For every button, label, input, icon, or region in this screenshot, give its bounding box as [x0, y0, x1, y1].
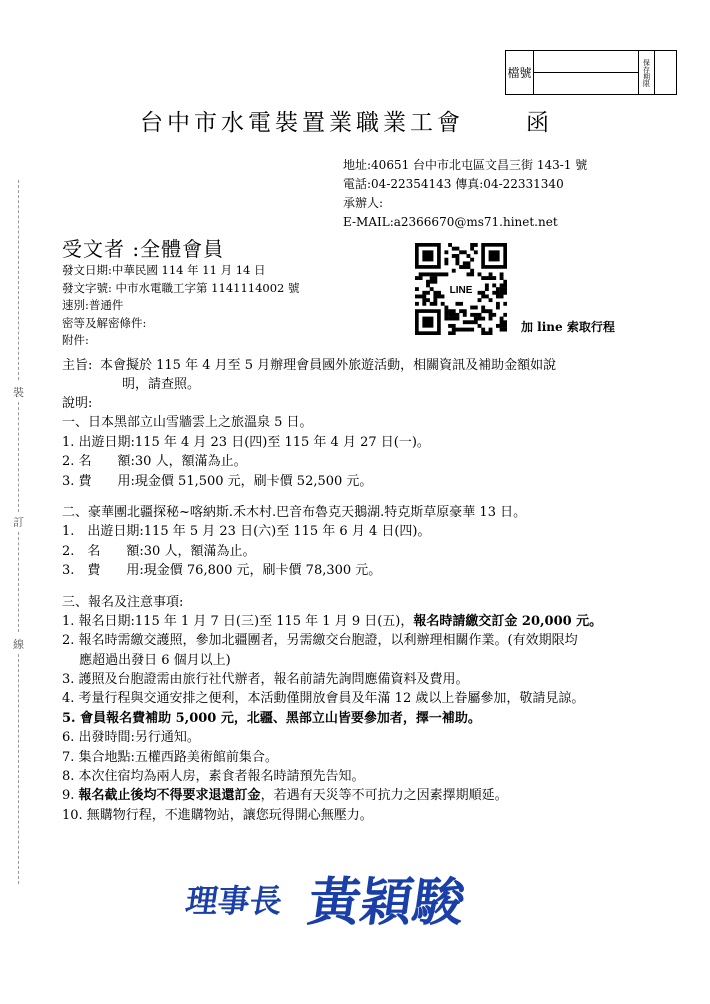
attachment: 附件:	[62, 333, 89, 347]
binding-line-bottom	[18, 654, 19, 884]
trip2-fee: 3. 費 用:現金價 76,800 元，刷卡價 78,300 元。	[62, 563, 382, 579]
explain-label: 說明:	[62, 396, 93, 411]
handler: 承辦人:	[343, 196, 384, 210]
doc-type: 函	[526, 110, 553, 136]
note-5: 5. 會員報名費補助 5,000 元，北疆、黑部立山皆要參加者，擇一補助。	[62, 710, 481, 726]
phone-fax: 電話:04-22354143 傳真:04-22331340	[343, 177, 564, 191]
binding-line-mid2	[18, 532, 19, 632]
notes-title: 三、報名及注意事項:	[62, 594, 184, 610]
binding-line-mid1	[18, 402, 19, 512]
recipient: 受文者 :全體會員	[62, 237, 225, 261]
document-title	[140, 104, 553, 137]
svg-text:黃穎駿: 黃穎駿	[304, 872, 469, 933]
trip1-date: 1. 出遊日期:115 年 4 月 23 日(四)至 115 年 4 月 27 日(一)。	[62, 434, 430, 450]
org-name: 台中市水電裝置業職業工會	[140, 110, 464, 136]
trip1-title: 一、日本黑部立山雪牆雲上之旅溫泉 5 日。	[62, 415, 313, 431]
archive-box	[505, 50, 677, 95]
meta-block	[62, 262, 300, 350]
binding-mark-top: 裝	[13, 386, 24, 399]
note-3: 3. 護照及台胞證需由旅行社代辦者，報名前請先詢問應備資料及費用。	[62, 672, 469, 688]
issue-number: 發文字號: 中市水電職工字第 1141114002 號	[62, 280, 300, 295]
speed: 速別:普通件	[62, 298, 124, 312]
body-block	[62, 394, 602, 825]
archive-number-label: 檔號	[506, 51, 534, 94]
note-9: 9. 報名截止後均不得要求退還訂金，若遇有天災等不可抗力之因素擇期順延。	[62, 788, 508, 804]
trip2-title: 二、豪華團北疆探秘~喀納斯.禾木村.巴音布魯克天鵝湖.特克斯草原豪華 13 日。	[62, 504, 527, 520]
trip2-quota: 2. 名 額:30 人，額滿為止。	[62, 543, 256, 559]
subject-block	[62, 356, 662, 394]
note-7: 7. 集合地點:五權西路美術館前集合。	[62, 749, 278, 765]
binding-mark-bottom: 線	[13, 638, 24, 651]
note-2a: 2. 報名時需繳交護照，參加北疆團者，另需繳交台胞證，以利辦理相關作業。(有效期限均	[62, 633, 578, 649]
note-10: 10. 無購物行程，不進購物站，讓您玩得開心無壓力。	[62, 807, 373, 823]
subject-line-2: 明，請查照。	[122, 377, 201, 392]
note-2b: 應超過出發日 6 個月以上)	[62, 652, 231, 668]
note-8: 8. 本次住宿均為兩人房，素食者報名時請預先告知。	[62, 769, 365, 785]
trip1-fee: 3. 費 用:現金價 51,500 元，刷卡價 52,500 元。	[62, 473, 373, 489]
note-1: 1. 報名日期:115 年 1 月 7 日(三)至 115 年 1 月 9 日(五)，報名時請繳交訂金 20,000 元。	[62, 613, 603, 629]
line-note: 加 line 索取行程	[521, 320, 615, 334]
archive-number-cells	[533, 51, 639, 94]
subject-label: 主旨:	[62, 358, 93, 373]
email[interactable]: E-MAIL:a2366670@ms71.hinet.net	[343, 215, 558, 229]
subject-line-1: 本會擬於 115 年 4 月至 5 月辦理會員國外旅遊活動，相關資訊及補助金額如說	[100, 358, 557, 373]
address: 地址:40651 台中市北屯區文昌三街 143-1 號	[343, 158, 588, 172]
note-6: 6. 出發時間:另行通知。	[62, 730, 200, 746]
trip1-quota: 2. 名 額:30 人，額滿為止。	[62, 454, 247, 470]
note-4: 4. 考量行程與交通安排之便利，本活動僅開放會員及年滿 12 歲以上眷屬參加，敬請見諒。	[62, 691, 585, 707]
archive-retention-label: 保存期限	[638, 51, 655, 94]
secrecy: 密等及解密條件:	[62, 315, 147, 330]
svg-text:理事長: 理事長	[183, 882, 285, 920]
issue-date: 發文日期:中華民國 114 年 11 月 14 日	[62, 263, 266, 277]
binding-line-top	[18, 180, 19, 380]
chairman-signature	[180, 858, 540, 938]
trip2-date: 1. 出遊日期:115 年 5 月 23 日(六)至 115 年 6 月 4 日(四)。	[62, 524, 431, 540]
note-1-deposit: 報名時請繳交訂金 20,000 元。	[413, 613, 603, 629]
qr-line-label: LINE	[449, 285, 473, 296]
line-qr-code[interactable]	[415, 243, 507, 335]
binding-mark-mid: 訂	[13, 516, 24, 529]
contact-block	[343, 156, 587, 232]
